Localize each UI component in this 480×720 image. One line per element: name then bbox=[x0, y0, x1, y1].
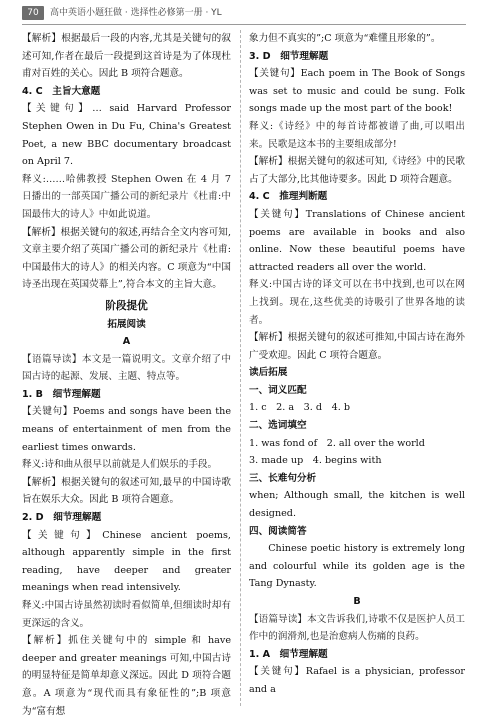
page-header bbox=[0, 0, 480, 26]
paragraph: 二、选词填空 bbox=[249, 420, 307, 432]
paragraph: 4. C 主旨大意题 bbox=[22, 85, 101, 97]
paragraph: B bbox=[353, 596, 361, 607]
paragraph: 3. D 细节理解题 bbox=[249, 50, 329, 62]
paragraph: 2. D 细节理解题 bbox=[22, 512, 102, 524]
paragraph: 释义:《诗经》中的每首诗都被谱了曲,可以唱出来。民歌是这本书的主要组成部分! bbox=[249, 120, 465, 150]
paragraph: 【关键句】Chinese ancient poems, although apparently simple in the first reading, have deeper and greater meanings when read intensively. bbox=[22, 529, 231, 594]
paragraph: 1. A 细节理解题 bbox=[249, 648, 328, 660]
paragraph: 释义:诗和曲从很早以前就是人们娱乐的手段。 bbox=[22, 459, 218, 471]
paragraph: 【关键句】Rafael is a physician, professor and a bbox=[249, 666, 465, 695]
paragraph: 【解析】根据关键句的叙述可知,《诗经》中的民歌占了大部分,比其他诗要多。因此 D 项符合题意。 bbox=[249, 156, 465, 185]
paragraph: 四、阅读简答 bbox=[249, 525, 307, 537]
paragraph: 一、词义匹配 bbox=[249, 384, 307, 396]
paragraph: 【关键句】Poems and songs have been the means of entertainment of men from the earliest times onwards. bbox=[22, 406, 231, 453]
paragraph: 释义:……哈佛教授 Stephen Owen 在 4 月 7 日播出的一部英国广播公司的新纪录片《杜甫:中国最伟大的诗人》中如此说道。 bbox=[22, 173, 231, 220]
book-title: 高中英语小题狂做 · 选择性必修第一册 · YL bbox=[50, 8, 222, 18]
right-column bbox=[249, 30, 465, 699]
column-divider bbox=[240, 30, 241, 706]
paragraph: 【语篇导读】本文告诉我们,诗歌不仅是医护人员工作中的润滑剂,也是治愈病人伤痛的良药。 bbox=[249, 613, 465, 643]
page-number: 70 bbox=[22, 6, 44, 20]
paragraph: 释义:中国古诗虽然初读时看似简单,但细读时却有更深远的含义。 bbox=[22, 600, 231, 629]
paragraph: 【解析】根据关键句的叙述,再结合全文内容可知,文章主要介绍了英国广播公司的新纪录片《杜甫:中国最伟大的诗人》的相关内容。C 项意为“中国诗圣出现在英国荧幕上”,符合本文的主旨大意。 bbox=[22, 226, 231, 291]
header-rule bbox=[22, 24, 466, 25]
paragraph: 【关键句】Translations of Chinese ancient poems are available in books and also online. Now these beautiful poems have attracted readers all over the world. bbox=[249, 208, 465, 273]
paragraph: A bbox=[122, 336, 131, 348]
paragraph: 象力但不真实的”;C 项意为“难懂且形象的”。 bbox=[249, 33, 441, 44]
paragraph: 释义:中国古诗的译文可以在书中找到,也可以在网上找到。现在,这些优美的诗吸引了世界各地的读者。 bbox=[249, 279, 465, 326]
left-column bbox=[22, 30, 231, 720]
paragraph: 1. was fond of 2. all over the world bbox=[249, 437, 425, 449]
paragraph: 【关键句】… said Harvard Professor Stephen Owen in Du Fu, China's Greatest Poet, a new BBC documentary broadcast on April 7. bbox=[22, 103, 231, 168]
paragraph: 读后拓展 bbox=[249, 367, 288, 379]
paragraph: 【关键句】Each poem in The Book of Songs was set to music and could be sung. Folk songs made up the most part of the book! bbox=[249, 68, 465, 115]
paragraph: 【解析】根据关键句的叙述可推知,中国古诗在海外广受欢迎。因此 C 项符合题意。 bbox=[249, 332, 465, 361]
paragraph: 【解析】根据最后一段的内容,尤其是关键句的叙述可知,作者在最后一段提到这首诗是为了体现杜甫对百姓的关心。因此 B 项符合题意。 bbox=[22, 33, 231, 80]
paragraph: 【解析】抓住关键句中的 simple 和 have deeper and greater meanings 可知,中国古诗的明显特征是简单却意义深远。因此 D 项符合题意。A 项意为“现代而具有象征性的”;B 项意为“富有想 bbox=[22, 635, 231, 717]
paragraph: 3. made up 4. begins with bbox=[249, 455, 382, 467]
paragraph: 1. c 2. a 3. d 4. b bbox=[249, 402, 350, 414]
paragraph: 拓展阅读 bbox=[107, 318, 146, 330]
paragraph: 【语篇导读】本文是一篇说明文。文章介绍了中国古诗的起源、发展、主题、特点等。 bbox=[22, 353, 231, 383]
paragraph: 三、长难句分析 bbox=[249, 472, 317, 484]
paragraph: 【解析】根据关键句的叙述可知,最早的中国诗歌旨在娱乐大众。因此 B 项符合题意。 bbox=[22, 476, 231, 506]
paragraph: 阶段提优 bbox=[105, 299, 148, 312]
paragraph: 1. B 细节理解题 bbox=[22, 388, 101, 400]
paragraph: Chinese poetic history is extremely long and colourful while its golden age is the Tang Dynasty. bbox=[249, 543, 465, 590]
paragraph: when; Although small, the kitchen is well designed. bbox=[249, 490, 465, 520]
paragraph: 4. C 推理判断题 bbox=[249, 191, 328, 203]
